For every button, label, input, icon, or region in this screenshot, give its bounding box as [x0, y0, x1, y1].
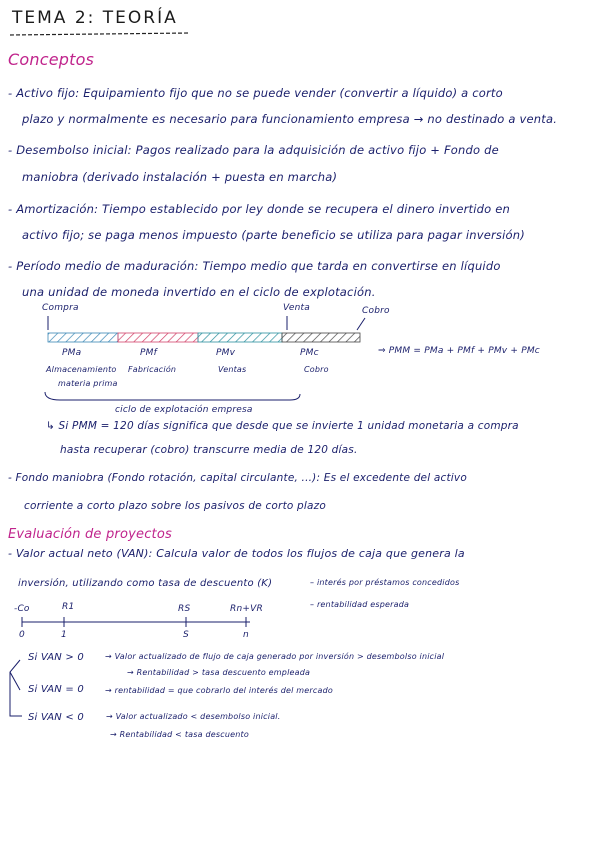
- ciclo-label: ciclo de explotación empresa: [115, 405, 253, 415]
- timeline-bottom-s: S: [183, 630, 189, 640]
- activo-fijo-line-1: - Activo fijo: Equipamiento fijo que no se puede vender (convertir a líquido) a corto: [8, 86, 503, 100]
- timeline-top-rn-vr: Rn+VR: [230, 604, 263, 614]
- label-compra: Compra: [42, 303, 79, 313]
- case-van-negative: Si VAN < 0: [28, 712, 84, 723]
- segment-label-pmc: PMc: [300, 348, 319, 358]
- ejemplo-line-2: hasta recuperar (cobro) transcurre media de 120 días.: [60, 444, 358, 456]
- segment-desc-pmv: Ventas: [218, 365, 247, 374]
- timeline-bottom-n: n: [243, 630, 249, 640]
- section-heading-evaluacion: Evaluación de proyectos: [8, 527, 172, 542]
- segment-desc-pmc: Cobro: [304, 365, 329, 374]
- desembolso-line-1: - Desembolso inicial: Pagos realizado para la adquisición de activo fijo + Fondo de: [8, 143, 499, 157]
- case-van-positive: Si VAN > 0: [28, 652, 84, 663]
- case-van-negative-line-1: → Valor actualizado < desembolso inicial.: [106, 712, 281, 721]
- activo-fijo-line-2: plazo y normalmente es necesario para funcionamiento empresa → no destinado a venta.: [22, 112, 558, 126]
- segment-label-pmv: PMv: [216, 348, 236, 358]
- section-heading-conceptos: Conceptos: [8, 50, 95, 69]
- ejemplo-line-1: ↳ Si PMM = 120 días significa que desde que se invierte 1 unidad monetaria a compra: [46, 420, 519, 432]
- segment-label-pma: PMa: [62, 348, 82, 358]
- amortizacion-line-2: activo fijo; se paga menos impuesto (parte beneficio se utiliza para pagar inversión): [22, 228, 525, 242]
- k-note-1: – interés por préstamos concedidos: [310, 578, 460, 587]
- van-line-1: - Valor actual neto (VAN): Calcula valor de todos los flujos de caja que genera la: [8, 547, 465, 560]
- timeline-top-rs: RS: [178, 604, 191, 614]
- van-line-2: inversión, utilizando como tasa de descuento (K): [18, 578, 273, 589]
- case-van-positive-line-1: → Valor actualizado de flujo de caja generado por inversión > desembolso inicial: [105, 652, 445, 661]
- fondo-line-1: - Fondo maniobra (Fondo rotación, capital circulante, ...): Es el excedente del activo: [8, 472, 467, 484]
- amortizacion-line-1: - Amortización: Tiempo establecido por ley donde se recupera el dinero invertido en: [8, 202, 510, 216]
- label-venta: Venta: [283, 303, 310, 313]
- case-van-positive-line-2: → Rentabilidad > tasa descuento empleada: [127, 668, 311, 677]
- desembolso-line-2: maniobra (derivado instalación + puesta en marcha): [22, 170, 338, 184]
- case-van-zero: Si VAN = 0: [28, 684, 84, 695]
- timeline-top-r1: R1: [62, 602, 75, 612]
- timeline-top-co: -Co: [14, 604, 30, 614]
- page-title: TEMA 2: TEORÍA: [12, 8, 178, 28]
- case-van-zero-line-1: → rentabilidad = que cobrarlo del interés del mercado: [105, 686, 333, 695]
- k-note-2: – rentabilidad esperada: [310, 600, 410, 609]
- segment-desc-pma-2: materia prima: [58, 379, 118, 388]
- timeline-bottom-1: 1: [61, 630, 67, 640]
- cases-brace: [10, 660, 22, 716]
- periodo-line-1: - Período medio de maduración: Tiempo medio que tarda en convertirse en líquido: [8, 259, 501, 273]
- timeline-bottom-0: 0: [19, 630, 25, 640]
- periodo-line-2: una unidad de moneda invertido en el ciclo de explotación.: [22, 285, 376, 299]
- segment-label-pmf: PMf: [140, 348, 157, 358]
- segment-desc-pma-1: Almacenamiento: [46, 365, 117, 374]
- label-cobro-top: Cobro: [362, 306, 390, 316]
- case-van-negative-line-2: → Rentabilidad < tasa descuento: [110, 730, 249, 739]
- pmm-formula: ⇒ PMM = PMa + PMf + PMv + PMc: [378, 346, 540, 356]
- fondo-line-2: corriente a corto plazo sobre los pasivos de corto plazo: [24, 500, 326, 512]
- segment-desc-pmf: Fabricación: [128, 365, 177, 374]
